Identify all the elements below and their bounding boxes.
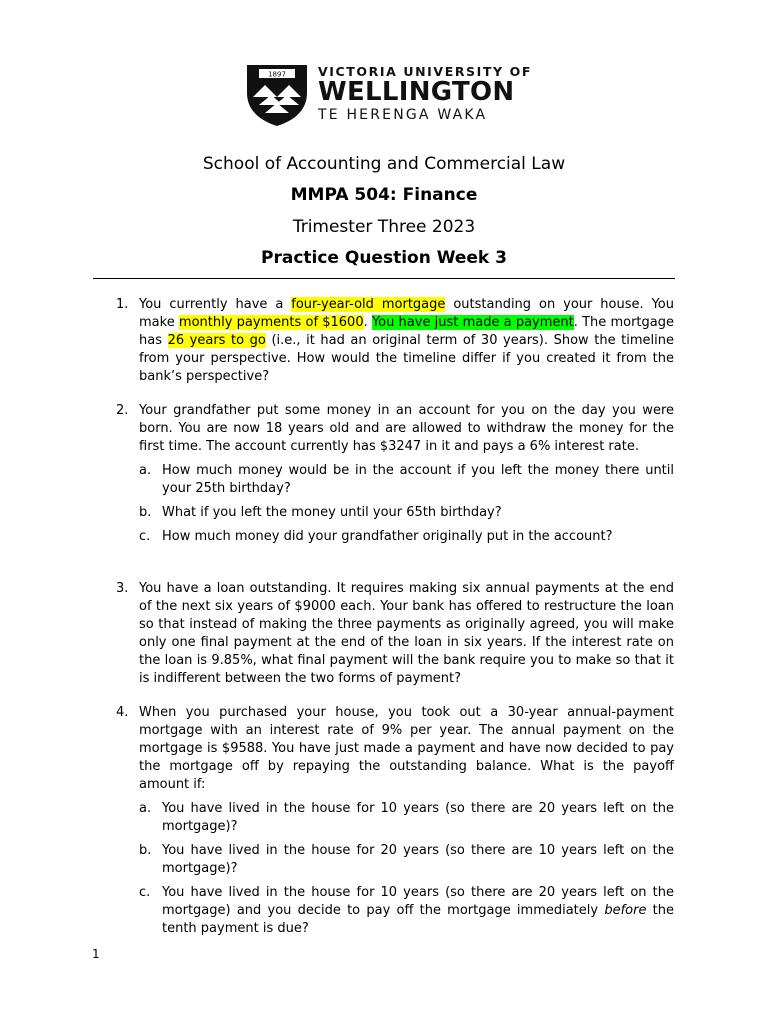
question-3 <box>116 580 674 688</box>
highlight-yellow: four-year-old mortgage <box>291 297 446 312</box>
text-run: (i.e., it had an original term of 30 years). Show the timeline from your perspective. How would the timeline differ if you created it from the bank’s perspective? <box>139 333 674 384</box>
logo-line-2: WELLINGTON <box>318 77 515 107</box>
sub-question <box>139 462 674 498</box>
sub-question-text: How much money would be in the account if you left the money there until your 25th birthday? <box>162 463 674 496</box>
sub-question-letter: c. <box>139 885 151 900</box>
sub-question <box>139 884 674 938</box>
question-text: Your grandfather put some money in an account for you on the day you were born. You are now 18 years old and are allowed to withdraw the money for the first time. The account currently has $3247 in it and pays a 6% interest rate. <box>139 403 674 454</box>
sub-question-text: You have lived in the house for 10 years (so there are 20 years left on the mortgage)? <box>162 801 674 834</box>
sub-question-letter: c. <box>139 529 151 544</box>
logo-line-1: VICTORIA UNIVERSITY OF <box>318 64 533 79</box>
logo-line-3: TE HERENGA WAKA <box>318 107 488 123</box>
sub-question <box>139 528 674 546</box>
sub-question <box>139 504 674 522</box>
text-run: You currently have a <box>139 297 292 312</box>
sub-question <box>139 800 674 836</box>
text-run: the tenth payment is due? <box>162 903 674 936</box>
school-name: School of Accounting and Commercial Law <box>202 154 566 174</box>
sub-question-text: You have lived in the house for 20 years (so there are 10 years left on the mortgage)? <box>162 843 674 876</box>
page-title: Practice Question Week 3 <box>261 248 507 268</box>
sub-question-text: What if you left the money until your 65th birthday? <box>162 505 502 520</box>
question-number: 3. <box>116 581 129 596</box>
highlight-yellow: 26 years to go <box>167 333 266 348</box>
sub-question-text: How much money did your grandfather originally put in the account? <box>162 529 613 544</box>
sub-question <box>139 842 674 878</box>
text-run: You have lived in the house for 10 years (so there are 20 years left on the mortgage) and you decide to pay off the mortgage immediately <box>162 885 674 918</box>
sub-question-letter: a. <box>139 801 152 816</box>
crest-year: 1897 <box>268 70 286 79</box>
question-4 <box>116 704 674 938</box>
emphasis: before <box>604 903 647 918</box>
sub-question-letter: b. <box>139 843 152 858</box>
university-logo <box>245 63 535 129</box>
highlight-yellow: monthly payments of $1600 <box>178 315 364 330</box>
question-list <box>0 296 768 938</box>
question-text <box>139 296 674 386</box>
highlight-green: You have just made a payment <box>371 315 574 330</box>
crest-year-layer <box>245 63 309 127</box>
question-1 <box>116 296 674 386</box>
question-text: When you purchased your house, you took out a 30-year annual-payment mortgage with an interest rate of 9% per year. The annual payment on the mortgage is $9588. You have just made a payment and have now decided to pay the mortgage off by repaying the outstanding balance. What is the payoff amount if: <box>139 705 674 792</box>
course-title: MMPA 504: Finance <box>290 185 478 205</box>
trimester-label: Trimester Three 2023 <box>292 217 476 237</box>
sub-question-letter: b. <box>139 505 152 520</box>
text-run: . <box>363 315 372 330</box>
question-text: You have a loan outstanding. It requires making six annual payments at the end of the next six years of $9000 each. Your bank has offered to restructure the loan so that instead of making the three payments as originally agreed, you will make only one final payment at the end of the loan in six years. If the interest rate on the loan is 9.85%, what final payment will the bank require you to make so that it is indifferent between the two forms of payment? <box>139 581 674 686</box>
title-divider <box>93 278 675 279</box>
sub-question-text <box>162 884 674 938</box>
question-number: 2. <box>116 403 129 418</box>
page-number: 1 <box>92 947 100 961</box>
text-run: . The mortgage has <box>139 315 674 348</box>
text-run: outstanding on your house. You make <box>139 297 674 330</box>
question-number: 4. <box>116 705 129 720</box>
sub-question-letter: a. <box>139 463 152 478</box>
question-number: 1. <box>116 297 129 312</box>
question-2 <box>116 402 674 546</box>
